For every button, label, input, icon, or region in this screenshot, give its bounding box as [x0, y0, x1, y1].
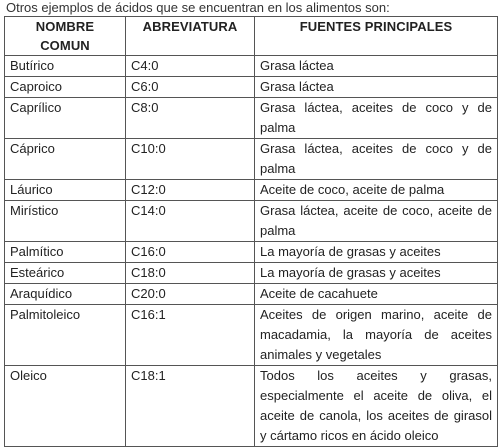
cell-name: Palmítico: [5, 242, 126, 263]
cell-name: Palmitoleico: [5, 305, 126, 366]
table-row: [5, 284, 498, 305]
cell-abbr: C20:0: [126, 284, 255, 305]
cell-name: Butírico: [5, 56, 126, 77]
cell-name: Caproico: [5, 77, 126, 98]
cell-source: Grasa láctea, aceites de coco y de palma: [255, 98, 498, 139]
cell-abbr: C16:0: [126, 242, 255, 263]
cell-name: Esteárico: [5, 263, 126, 284]
cell-source: Grasa láctea: [255, 56, 498, 77]
cell-abbr: C16:1: [126, 305, 255, 366]
fatty-acids-table: [4, 16, 498, 447]
header-fuentes-principales: FUENTES PRINCIPALES: [255, 17, 498, 56]
cell-abbr: C18:1: [126, 366, 255, 447]
cell-source: Grasa láctea: [255, 77, 498, 98]
cell-source: Grasa láctea, aceites de coco y de palma: [255, 139, 498, 180]
cell-name: Araquídico: [5, 284, 126, 305]
table-row: [5, 242, 498, 263]
cell-source: Aceite de coco, aceite de palma: [255, 180, 498, 201]
cell-abbr: C8:0: [126, 98, 255, 139]
table-row: [5, 77, 498, 98]
header-nombre-comun: NOMBRE COMUN: [5, 17, 126, 56]
header-abreviatura: ABREVIATURA: [126, 17, 255, 56]
cell-source: La mayoría de grasas y aceites: [255, 263, 498, 284]
cell-abbr: C6:0: [126, 77, 255, 98]
table-header-row: [5, 17, 498, 56]
cell-source: Todos los aceites y grasas, especialmente el aceite de oliva, el aceite de canola, los aceites de girasol y cártamo ricos en ácido oleico: [255, 366, 498, 447]
intro-text: Otros ejemplos de ácidos que se encuentran en los alimentos son:: [6, 0, 390, 15]
cell-abbr: C4:0: [126, 56, 255, 77]
cell-name: Oleico: [5, 366, 126, 447]
table-row: [5, 139, 498, 180]
table-row: [5, 201, 498, 242]
table-row: [5, 263, 498, 284]
cell-source: Aceite de cacahuete: [255, 284, 498, 305]
cell-source: La mayoría de grasas y aceites: [255, 242, 498, 263]
cell-name: Mirístico: [5, 201, 126, 242]
cell-name: Cáprico: [5, 139, 126, 180]
cell-name: Caprílico: [5, 98, 126, 139]
cell-abbr: C14:0: [126, 201, 255, 242]
cell-abbr: C18:0: [126, 263, 255, 284]
table-row: [5, 180, 498, 201]
cell-source: Grasa láctea, aceite de coco, aceite de palma: [255, 201, 498, 242]
cell-abbr: C12:0: [126, 180, 255, 201]
table-row: [5, 366, 498, 447]
cell-source: Aceites de origen marino, aceite de macadamia, la mayoría de aceites animales y vegetales: [255, 305, 498, 366]
cell-abbr: C10:0: [126, 139, 255, 180]
table-row: [5, 98, 498, 139]
table-row: [5, 56, 498, 77]
cell-name: Láurico: [5, 180, 126, 201]
table-row: [5, 305, 498, 366]
